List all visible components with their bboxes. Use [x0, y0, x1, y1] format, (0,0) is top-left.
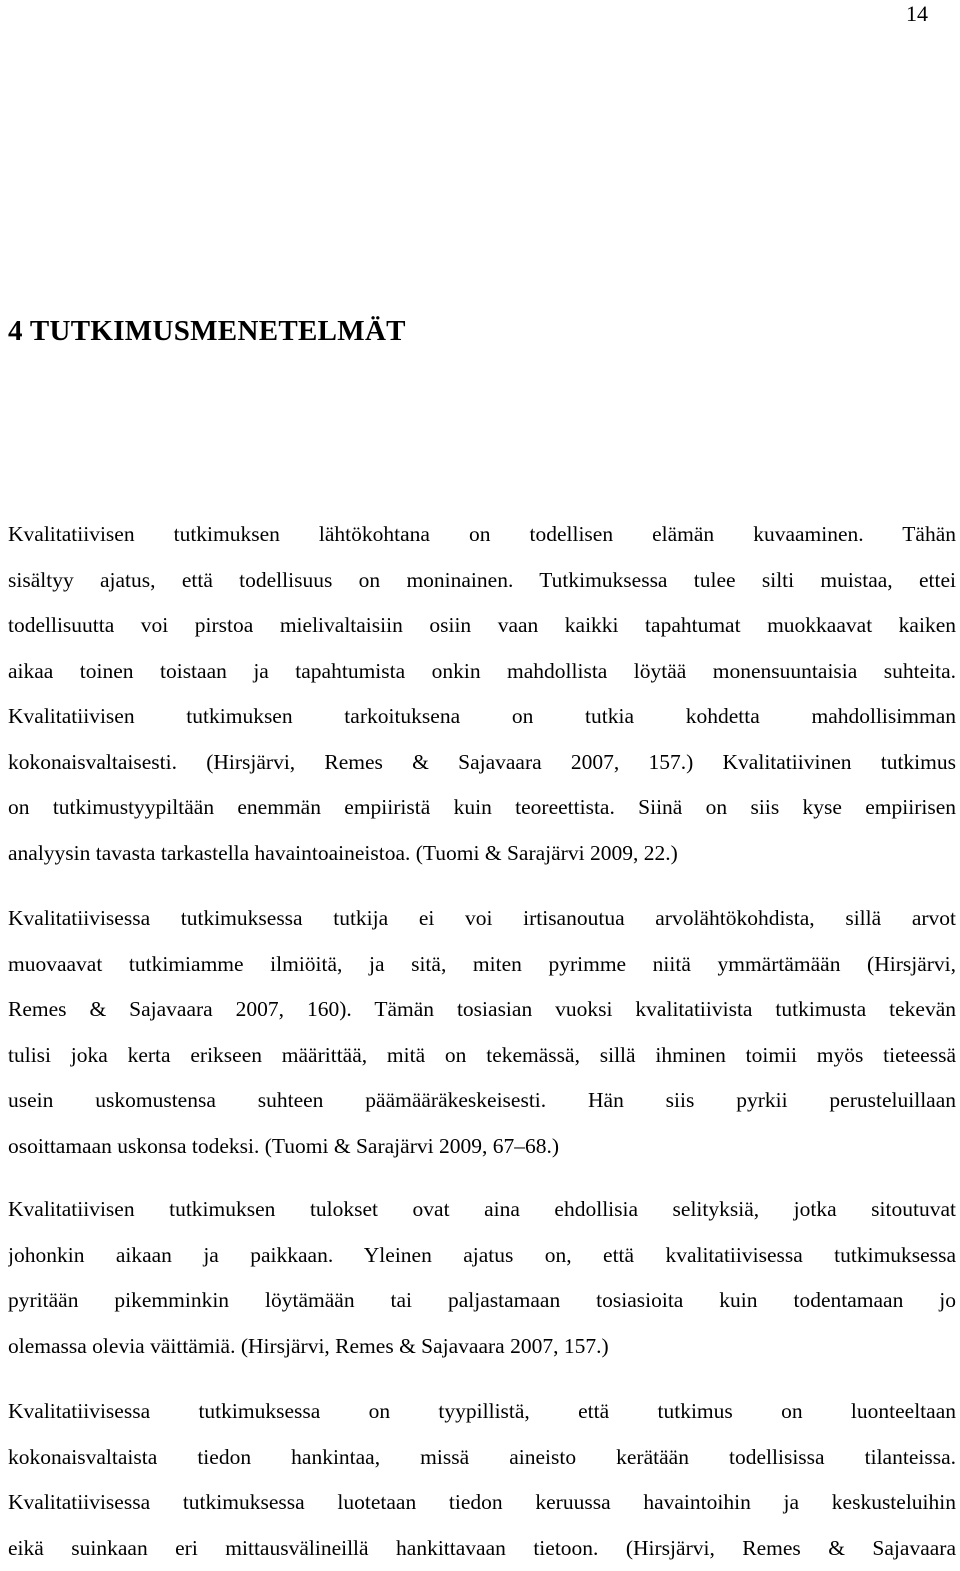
- text-line: Kvalitatiivisen tutkimuksen tarkoituksena on tutkia kohdetta mahdollisimman: [8, 694, 956, 740]
- text-line: eikä suinkaan eri mittausvälineillä hankittavaan tietoon. (Hirsjärvi, Remes & Sajavaara: [8, 1526, 956, 1571]
- text-line: aikaa toinen toistaan ja tapahtumista onkin mahdollista löytää monensuuntaisia suhteita.: [8, 649, 956, 695]
- text-line: muovaavat tutkimiamme ilmiöitä, ja sitä, miten pyrimme niitä ymmärtämään (Hirsjärvi,: [8, 942, 956, 988]
- paragraph-2: [8, 896, 956, 1169]
- text-line: analyysin tavasta tarkastella havaintoaineistoa. (Tuomi & Sarajärvi 2009, 22.): [8, 831, 956, 877]
- text-line: Kvalitatiivisen tutkimuksen tulokset ovat aina ehdollisia selityksiä, jotka sitoutuvat: [8, 1187, 956, 1233]
- text-line: olemassa olevia väittämiä. (Hirsjärvi, Remes & Sajavaara 2007, 157.): [8, 1324, 956, 1370]
- paragraph-4: [8, 1389, 956, 1571]
- text-line: Remes & Sajavaara 2007, 160). Tämän tosiasian vuoksi kvalitatiivista tutkimusta tekevän: [8, 987, 956, 1033]
- text-line: usein uskomustensa suhteen päämääräkeskeisesti. Hän siis pyrkii perusteluillaan: [8, 1078, 956, 1124]
- text-line: kokonaisvaltaista tiedon hankintaa, missä aineisto kerätään todellisissa tilanteissa.: [8, 1435, 956, 1481]
- text-line: pyritään pikemminkin löytämään tai paljastamaan tosiasioita kuin todentamaan jo: [8, 1278, 956, 1324]
- text-line: Kvalitatiivisessa tutkimuksessa on tyypillistä, että tutkimus on luonteeltaan: [8, 1389, 956, 1435]
- page-number: 14: [906, 0, 928, 28]
- text-line: Kvalitatiivisessa tutkimuksessa luotetaan tiedon keruussa havaintoihin ja keskusteluihin: [8, 1480, 956, 1526]
- text-line: todellisuutta voi pirstoa mielivaltaisiin osiin vaan kaikki tapahtumat muokkaavat kaiken: [8, 603, 956, 649]
- paragraph-3: [8, 1187, 956, 1369]
- text-line: Kvalitatiivisessa tutkimuksessa tutkija ei voi irtisanoutua arvolähtökohdista, sillä arvot: [8, 896, 956, 942]
- chapter-heading: 4 TUTKIMUSMENETELMÄT: [8, 313, 406, 349]
- paragraph-1: [8, 512, 956, 876]
- text-line: kokonaisvaltaisesti. (Hirsjärvi, Remes & Sajavaara 2007, 157.) Kvalitatiivinen tutkimus: [8, 740, 956, 786]
- text-line: tulisi joka kerta erikseen määrittää, mitä on tekemässä, sillä ihminen toimii myös tieteessä: [8, 1033, 956, 1079]
- text-line: Kvalitatiivisen tutkimuksen lähtökohtana on todellisen elämän kuvaaminen. Tähän: [8, 512, 956, 558]
- text-line: johonkin aikaan ja paikkaan. Yleinen ajatus on, että kvalitatiivisessa tutkimuksessa: [8, 1233, 956, 1279]
- text-line: on tutkimustyypiltään enemmän empiiristä kuin teoreettista. Siinä on siis kyse empiirisen: [8, 785, 956, 831]
- text-line: sisältyy ajatus, että todellisuus on moninainen. Tutkimuksessa tulee silti muistaa, ettei: [8, 558, 956, 604]
- text-line: osoittamaan uskonsa todeksi. (Tuomi & Sarajärvi 2009, 67–68.): [8, 1124, 956, 1170]
